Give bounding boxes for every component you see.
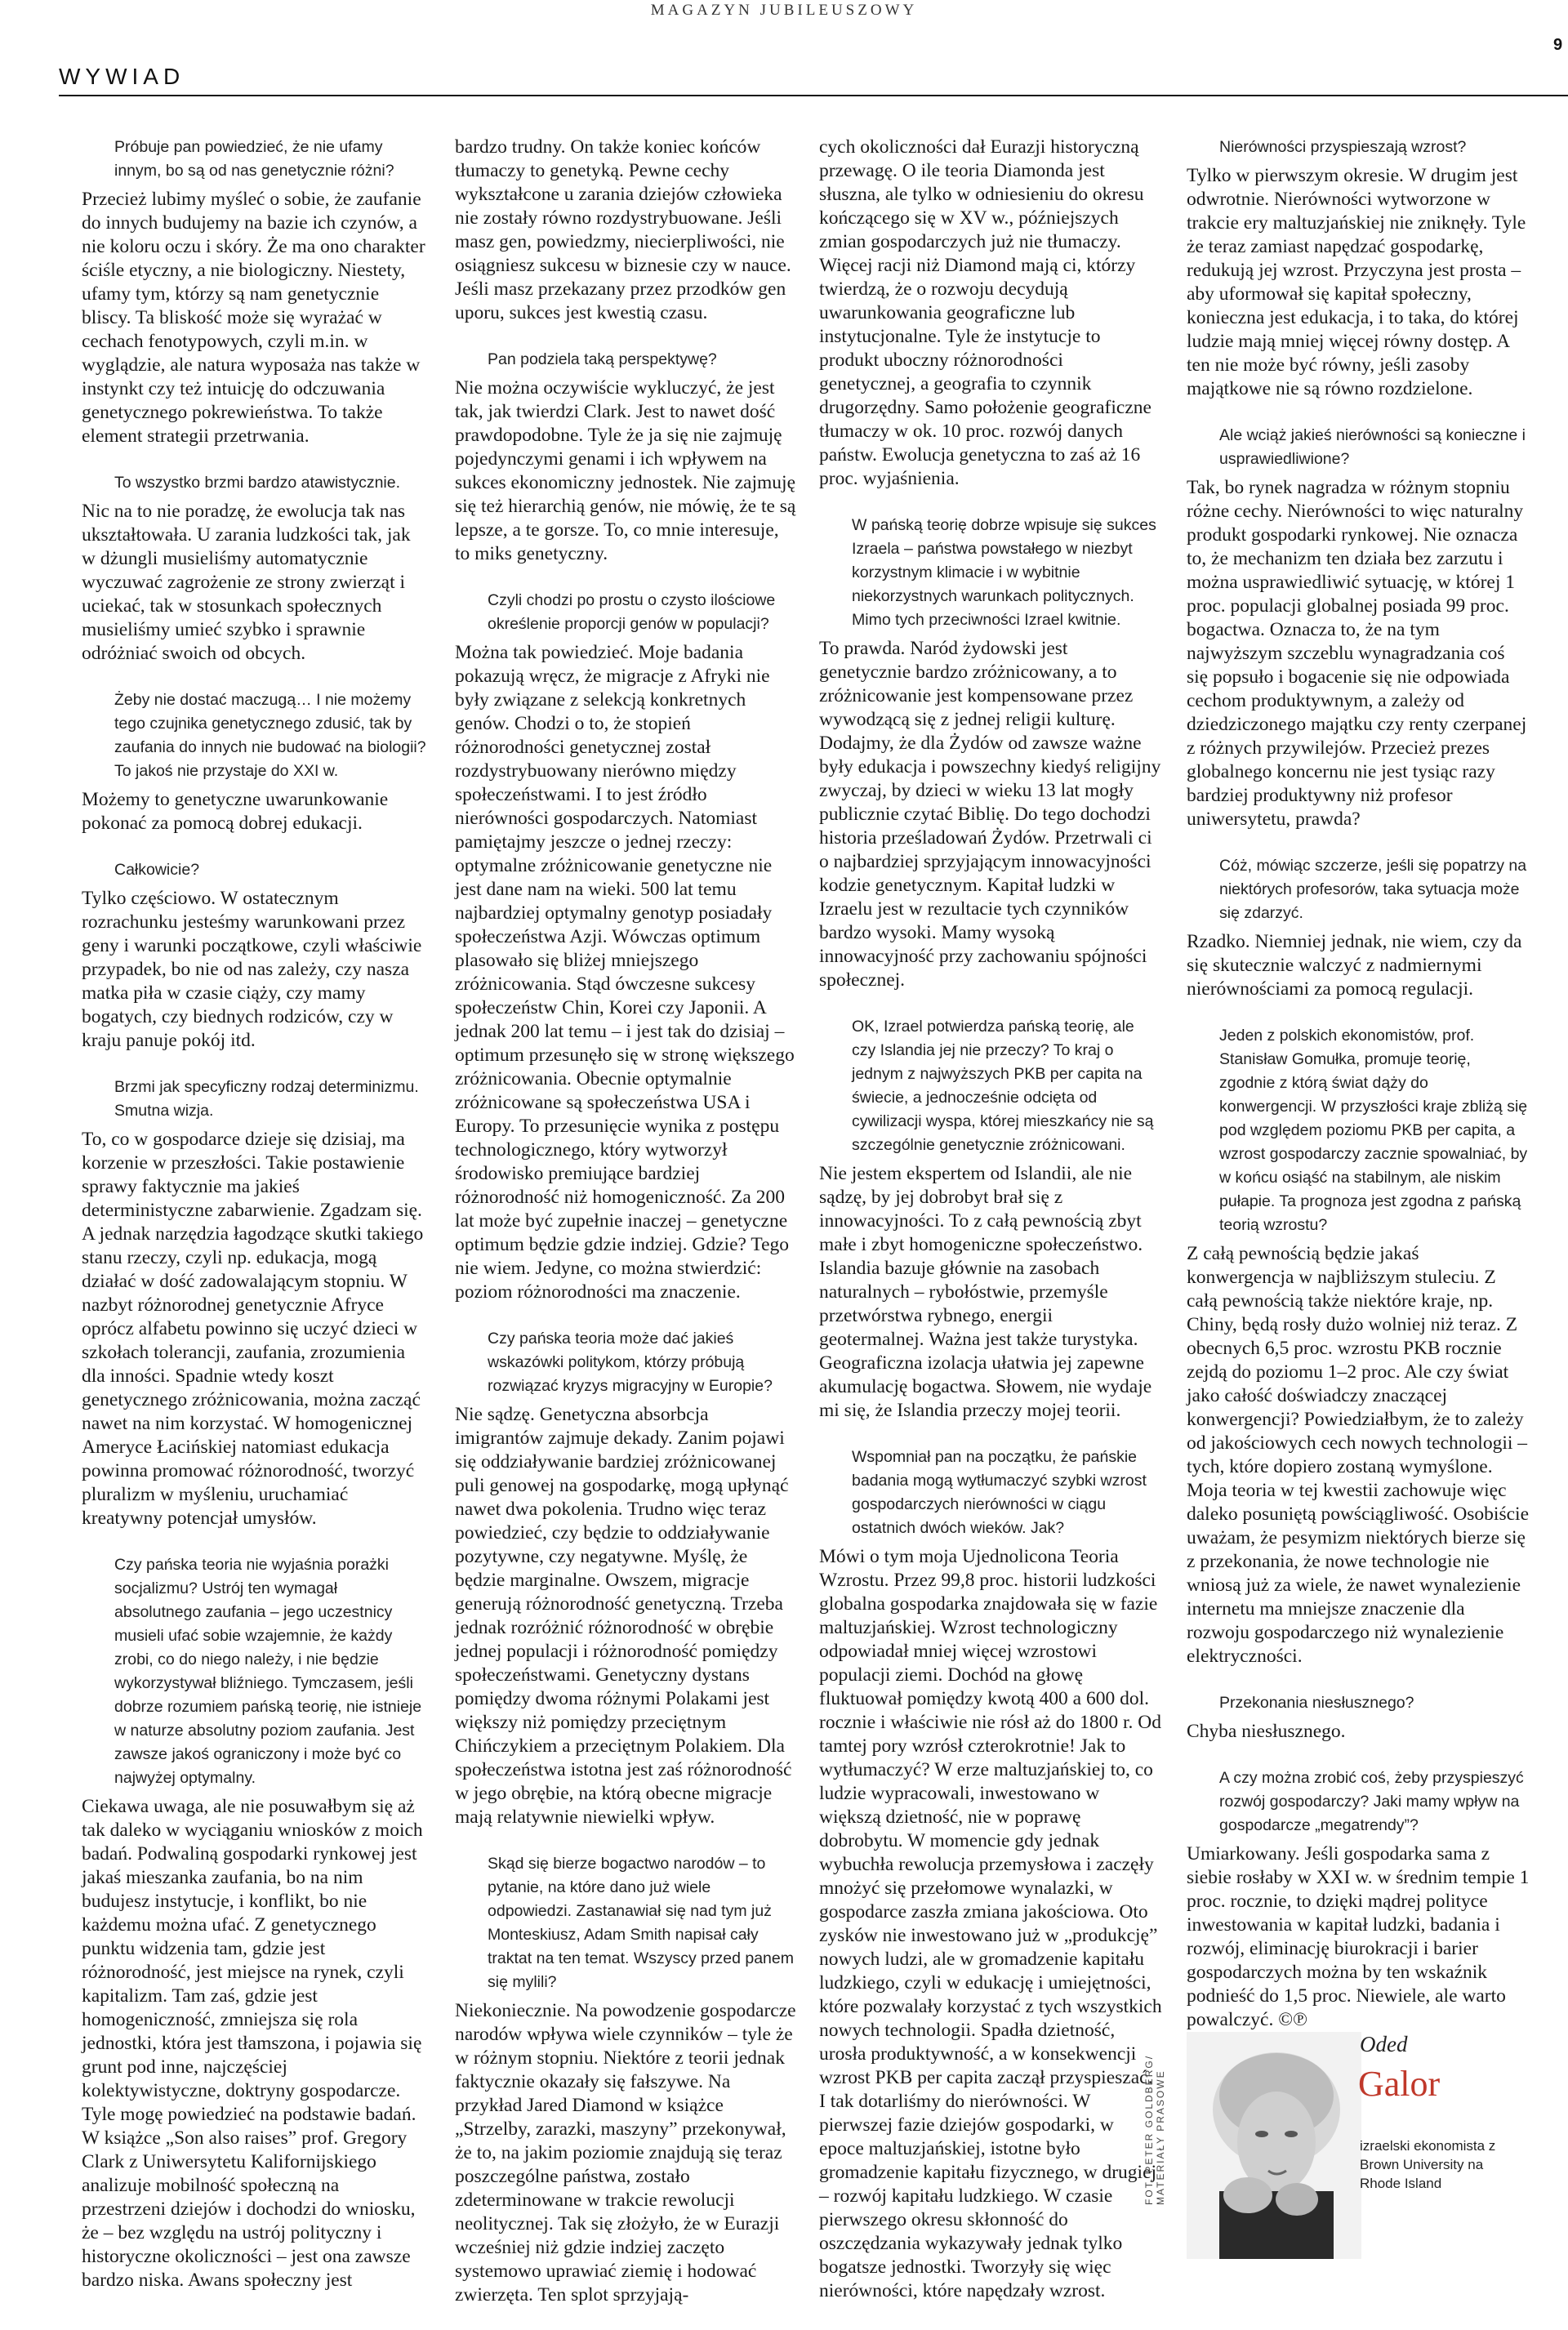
interview-question: Próbuje pan powiedzieć, że nie ufamy innym, bo są od nas genetycznie różni? [114, 138, 394, 180]
interview-answer: To prawda. Naród żydowski jest genetycznie bardzo zróżnicowany, a to zróżnicowanie jest kompensowane przez wywodzącą się z jednej religii kulturę. Dodajmy, że dla Żydów od zawsze ważne były edukacja i powszechny kiedyś religijny zwyczaj, by dzieci w wieku 13 lat mogły publicznie czytać Biblię. Do tego dochodzi historia prześladowań Żydów. Przetrwali ci o najbardziej sprzyjającym innowacyjności kodzie genetycznym. Kapitał ludzki w Izraelu jest w rezultacie tych czynników bardzo wysoki. Mamy wysoką innowacyjność przy zachowaniu spójności społecznej. [819, 638, 1161, 991]
interview-question: Nierówności przyspieszają wzrost? [1219, 138, 1467, 156]
interview-question: Całkowicie? [114, 861, 200, 879]
interview-question: Ale wciąż jakieś nierówności są konieczne i usprawiedliwione? [1219, 426, 1526, 468]
photo-credit: FOT. PETER GOLDBERG/ MATERIAŁY PRASOWE [1143, 2054, 1166, 2205]
interview-question: Pan podziela taką perspektywę? [488, 350, 717, 368]
interview-answer: Przecież lubimy myśleć o sobie, że zaufanie do innych budujemy na bazie ich czynów, a nie koloru oczu i skóry. Że ma ono charakter ściśle etyczny, a nie biologiczny. Niestety, ufamy tym, którzy są nam genetycznie bliscy. Ta bliskość może się wyrażać w cechach fenotypowych, czyli m.in. w wyglądzie, ale natura wyposaża nas także w instynkt czy też intuicję do odczuwania genetycznego pokrewieństwa. To także element strategii przetrwania. [82, 189, 425, 447]
interview-question: Jeden z polskich ekonomistów, prof. Stanisław Gomułka, promuje teorię, zgodnie z którą świat dąży do konwergencji. W przyszłości kraje zbliżą się pod względem poziomu PKB per capita, a wzrost gospodarczy zacznie spowalniać, by w końcu osiąść na stabilnym, ale niskim pułapie. Ta prognoza jest zgodna z pańską teorią wzrostu? [1219, 1027, 1528, 1234]
masthead: MAGAZYN JUBILEUSZOWY [650, 2, 918, 19]
interview-answer: Tylko w pierwszym okresie. W drugim jest odwrotnie. Nierówności wytworzone w trakcie ery maltuzjańskiej nie zniknęły. Tyle że teraz zamiast napędzać gospodarkę, redukują jej wzrost. Przyczyna jest prosta – aby uformował się kapitał społeczny, konieczna jest edukacja, i to taka, do której ludzie mają mniej więcej równy dostęp. A ten nie może być równy, jeśli zasoby majątkowe nie są równo rozdzielone. [1187, 165, 1526, 399]
interview-question: Wspomniał pan na początku, że pańskie badania mogą wytłumaczyć szybki wzrost gospodarczych nierówności w ciągu ostatnich dwóch wieków. Jak? [852, 1448, 1147, 1537]
column-4 [1187, 136, 1530, 2055]
interview-question: Czyli chodzi po prostu o czysto ilościowe określenie proporcji genów w populacji? [488, 591, 776, 633]
interview-answer: Z całą pewnością będzie jakaś konwergencja w najbliższym stuleciu. Z całą pewnością także niektóre kraje, np. Chiny, będą rosły dużo wolniej niż teraz. Z obecnych 6,5 proc. wzrostu PKB rocznie zejdą do poziomu 1–2 proc. Ale czy świat jako całość doświadczy znaczącej konwergencji? Powiedziałbym, że to zależy od jakościowych cech nowych technologii – tych, które dopiero zostaną wymyślone. Moja teoria w tej kwestii zachowuje więc daleko posuniętą powściągliwość. Osobiście uważam, że pesymizm niektórych bierze się z przekonania, że nowe technologie nie wniosą już za wiele, że nawet wynalezienie internetu ma mniejsze znaczenie dla rozwoju gospodarczego niż wynalezienie elektryczności. [1187, 1243, 1529, 1667]
interview-question: To wszystko brzmi bardzo atawistycznie. [114, 474, 401, 492]
header-rule [59, 95, 1568, 96]
column-1 [82, 136, 426, 2315]
interview-answer: Nic na to nie poradzę, że ewolucja tak nas ukształtowała. U zarania ludzkości tak, jak w dżungli musieliśmy automatycznie wyczuwać zagrożenie ze strony zwierząt i uciekać, tak w stosunkach społecznych musieliśmy umieć szybko i sprawnie odróżniać swoich od obcych. [82, 501, 411, 664]
interview-answer: cych okoliczności dał Eurazji historyczną przewagę. O ile teoria Diamonda jest słuszna, ale tylko w odniesieniu do okresu kończącego się w XV w., późniejszych zmian gospodarczych już nie tłumaczy. Więcej racji niż Diamond mają ci, którzy twierdzą, że o rozwoju decydują uwarunkowania geograficzne lub instytucjonalne. Tyle że instytucje to produkt uboczny różnorodności genetycznej, a geografia to czynnik drugorzędny. Samo położenie geograficzne tłumaczy w ok. 10 proc. rozwój danych państw. Ewolucja genetyczna to zaś aż 16 proc. wyjaśnienia. [819, 136, 1152, 489]
interview-answer: To, co w gospodarce dzieje się dzisiaj, ma korzenie w przeszłości. Takie postawienie sprawy faktycznie ma jakieś deterministyczne zabarwienie. Zgadzam się. A jednak narzędzia łagodzące skutki takiego stanu rzeczy, czyli np. edukacja, mogą działać w dość zadowalającym stopniu. W nazbyt różnorodnej genetycznie Afryce oprócz alfabetu powinno się uczyć dzieci w szkołach tolerancji, zaufania, zrozumienia dla inności. Spadnie wtedy koszt genetycznego zróżnicowania, można zacząć nawet na nim korzystać. W homogenicznej Ameryce Łacińskiej natomiast edukacja powinna promować różnorodność, tworzyć pluralizm w myśleniu, uruchamiać kreatywny potencjał umysłów. [82, 1129, 424, 1529]
interview-answer: Chyba niesłusznego. [1187, 1721, 1346, 1742]
interview-question: Czy pańska teoria może dać jakieś wskazówki politykom, którzy próbują rozwiązać kryzys migracyjny w Europie? [488, 1330, 773, 1395]
column-2 [455, 136, 798, 2330]
interview-question: Żeby nie dostać maczugą… I nie możemy tego czujnika genetycznego zdusić, tak by zaufania do innych nie budować na biologii? To jakoś nie przystaje do XXI w. [114, 691, 426, 780]
interview-answer: Rzadko. Niemniej jednak, nie wiem, czy da się skutecznie walczyć z nadmiernymi nierównościami za pomocą regulacji. [1187, 931, 1522, 1000]
portrait-photo [1187, 2032, 1361, 2259]
interview-question: A czy można zrobić coś, żeby przyspieszyć rozwój gospodarczy? Jaki mamy wpływ na gospodarcze „megatrendy”? [1219, 1769, 1524, 1834]
interview-question: Skąd się bierze bogactwo narodów – to pytanie, na które dano już wiele odpowiedzi. Zastanawiał się nad tym już Monteskiusz, Adam Smith napisał cały traktat na ten temat. Wszyscy przed panem się mylili? [488, 1855, 794, 1991]
profile-bio: izraelski ekonomista z Brown University na Rhode Island [1360, 2138, 1496, 2191]
interview-answer: Nie jestem ekspertem od Islandii, ale nie sądzę, by jej dobrobyt brał się z innowacyjności. To z całą pewnością zbyt małe i zbyt homogeniczne społeczeństwo. Islandia bazuje głównie na zasobach naturalnych – rybołóstwie, przemyśle przetwórstwa rybnego, energii geotermalnej. Ważna jest także turystyka. Geograficzna izolacja ułatwia jej zapewne akumulację bogactwa. Słowem, nie wydaje mi się, że Islandia przeczy mojej teorii. [819, 1163, 1152, 1421]
interview-answer: Można tak powiedzieć. Moje badania pokazują wręcz, że migracje z Afryki nie były związane z selekcją konkretnych genów. Chodzi o to, że stopień różnorodności genetycznej został rozdystrybuowany nierówno między społeczeństwami. I to jest źródło nierówności gospodarczych. Natomiast pamiętajmy jeszcze o jednej rzeczy: optymalne zróżnicowanie genetyczne nie jest dane nam na wieki. 500 lat temu najbardziej optymalny genotyp posiadały społeczeństwa Azji. Wówczas optimum plasowało się bliżej mniejszego zróżnicowania. Stąd ówczesne sukcesy społeczeństw Chin, Korei czy Japonii. A jednak 200 lat temu – i jest tak do dzisiaj – optimum przesunęło się w stronę większego zróżnicowania. Obecnie optymalnie zróżnicowane są społeczeństwa USA i Europy. To przesunięcie wynika z postępu technologicznego, który wytworzył środowisko premiujące bardziej różnorodność niż homogeniczność. Za 200 lat może być zupełnie inaczej – genetyczne optimum będzie gdzie indziej. Gdzie? Tego nie wiem. Jedyne, co można stwierdzić: poziom różnorodności ma znaczenie. [455, 642, 795, 1303]
profile-last-name: Galor [1358, 2064, 1441, 2104]
interview-question: Brzmi jak specyficzny rodzaj determinizmu. Smutna wizja. [114, 1078, 419, 1120]
interview-answer: Niekoniecznie. Na powodzenie gospodarcze narodów wpływa wiele czynników – tyle że w różnym stopniu. Niektóre z teorii jednak faktycznie okazały się fałszywe. Na przykład Jared Diamond w książce „Strzelby, zarazki, maszyny” przekonywał, że to, na jakim poziomie znajdują się teraz poszczególne państwa, zostało zdeterminowane w trakcie rewolucji neolitycznej. Tak się złożyło, że w Eurazji wcześniej niż gdzie indziej zaczęto systemowo uprawiać ziemię i hodować zwierzęta. Ten splot sprzyjają- [455, 2000, 796, 2305]
interview-question: Cóż, mówiąc szczerze, jeśli się popatrzy na niektórych profesorów, taka sytuacja może się zdarzyć. [1219, 857, 1527, 922]
interview-question: OK, Izrael potwierdza pańską teorię, ale czy Islandia jej nie przeczy? To kraj o jednym z najwyższych PKB per capita na świecie, a jednocześnie odcięta od cywilizacji wyspa, której mieszkańcy nie są szczególnie genetycznie zróżnicowani. [852, 1018, 1154, 1154]
interview-question: Czy pańska teoria nie wyjaśnia porażki socjalizmu? Ustrój ten wymagał absolutnego zaufania – jego uczestnicy musieli ufać sobie wzajemnie, że każdy zrobi, co do niego należy, i nie będzie wykorzystywał bliźniego. Tymczasem, jeśli dobrze rozumiem pańską teorię, nie istnieje w naturze absolutny poziom zaufania. Jest zawsze jakoś ograniczony i może być co najwyżej optymalny. [114, 1556, 422, 1787]
interview-answer: Nie można oczywiście wykluczyć, że jest tak, jak twierdzi Clark. Jest to nawet dość prawdopodobne. Tyle że ja się nie zajmuję pojedynczymi genami i ich wpływem na sukces ekonomiczny jednostek. Nie zajmuję się też hierarchią genów, nie mówię, że te są lepsze, a te gorsze. To, co mnie interesuje, to miks genetyczny. [455, 377, 796, 564]
interview-question: Przekonania niesłusznego? [1219, 1694, 1414, 1712]
interview-question: W pańską teorię dobrze wpisuje się sukces Izraela – państwa powstałego w niezbyt korzystnym klimacie i w wybitnie niekorzystnych warunkach politycznych. Mimo tych przeciwności Izrael kwitnie. [852, 516, 1156, 629]
interview-answer: Nie sądzę. Genetyczna absorbcja imigrantów zajmuje dekady. Zanim pojawi się oddziaływanie bardziej zróżnicowanej puli genowej na gospodarkę, mogą upłynąć nawet dwa pokolenia. Trudno więc teraz powiedzieć, czy będzie to oddziaływanie pozytywne, czy negatywne. Myślę, że będzie marginalne. Owszem, migracje generują różnorodność genetyczną. Trzeba jednak rozróżnić różnorodność w obrębie jednej populacji i różnorodność pomiędzy społeczeństwami. Genetyczny dystans pomiędzy dwoma różnymi Polakami jest większy niż pomiędzy przeciętnym Chińczykiem a przeciętnym Polakiem. Dla społeczeństwa istotna jest zaś różnorodność w jego obrębie, na którą obecne migracje mają relatywnie niewielki wpływ. [455, 1404, 792, 1828]
interview-answer: Tylko częściowo. W ostatecznym rozrachunku jesteśmy warunkowani przez geny i warunki początkowe, czyli właściwie przypadek, bo nie od nas zależy, czy nasza matka piła w czasie ciąży, czy mamy bogatych, czy biednych rodziców, czy w kraju panuje pokój itd. [82, 888, 422, 1051]
column-3 [819, 136, 1166, 2326]
interview-answer: Umiarkowany. Jeśli gospodarka sama z siebie rosłaby w XXI w. w średnim tempie 1 proc. rocznie, to dzięki mądrej polityce inwestowania w kapitał ludzki, badania i rozwój, eliminację biurokracji i barier gospodarczych można by ten wskaźnik podnieść do 1,5 proc. Niewiele, ale warto powalczyć. ©℗ [1187, 1843, 1530, 2030]
interview-answer: Tak, bo rynek nagradza w różnym stopniu różne cechy. Nierówności to więc naturalny produkt gospodarki rynkowej. Nie oznacza to, że mechanizm ten działa bez zarzutu i można usprawiedliwić sytuację, w której 1 proc. populacji globalnej posiada 99 proc. bogactwa. Oznacza to, że na tym najwyższym szczeblu wynagradzania coś się popsuło i bogacenie się nie odpowiada cechom produktywnym, a zależy od dziedziczonego majątku czy renty czerpanej z różnych przywilejów. Przecież prezes globalnego koncernu nie jest tysiąc razy bardziej produktywny niż profesor uniwersytetu, prawda? [1187, 477, 1527, 830]
profile-first-name: Oded [1360, 2032, 1408, 2056]
interview-answer: Możemy to genetyczne uwarunkowanie pokonać za pomocą dobrej edukacji. [82, 789, 389, 834]
section-title: WYWIAD [59, 64, 185, 89]
page-number: 9 [1553, 36, 1563, 54]
interview-answer: bardzo trudny. On także koniec końców tłumaczy to genetyką. Pewne cechy wykształcone u zarania dziejów człowieka nie zostały równo rozdystrybuowane. Jeśli masz gen, powiedzmy, niecierpliwości, nie osiągniesz sukcesu w biznesie czy w nauce. Jeśli masz przekazany przez przodków gen uporu, sukces jest kwestią czasu. [455, 136, 791, 323]
interview-answer: Mówi o tym moja Ujednolicona Teoria Wzrostu. Przez 99,8 proc. historii ludzkości globalna gospodarka znajdowała się w fazie maltuzjańskiej. Wzrost technologiczny odpowiadał mniej więcej wzrostowi populacji ziemi. Dochód na głowę fluktuował pomiędzy kwotą 400 a 600 dol. rocznie i właściwie nie rósł aż do 1800 r. Od tamtej pory wzrósł czterokrotnie! Jak to wytłumaczyć? W erze maltuzjańskiej to, co ludzie wypracowali, inwestowano w większą dzietność, nie w poprawę dobrobytu. W momencie gdy jednak wybuchła rewolucja przemysłowa i zaczęły mnożyć się przełomowe wynalazki, w gospodarce zaszła zmiana jakościowa. Oto zysków nie inwestowano już w „produkcję” nowych ludzi, ale w gromadzenie kapitału ludzkiego, czyli w edukację i umiejętności, które pozwalały korzystać z tych wszystkich nowych technologii. Spadła dzietność, urosła produktywność, a w konsekwencji wzrost PKB per capita zaczął przyspieszać. I tak dotarliśmy do nierówności. W pierwszej fazie dziejów gospodarki, w epoce maltuzjańskiej, istotne było gromadzenie kapitału fizycznego, w drugiej – rozwój kapitału ludzkiego. W czasie pierwszego okresu skłonność do oszczędzania wykazywały jednak tylko bogatsze jednostki. Tworzyły się więc nierówności, które napędzały wzrost. [819, 1546, 1162, 2301]
interview-answer: Ciekawa uwaga, ale nie posuwałbym się aż tak daleko w wyciąganiu wniosków z moich badań. Podwaliną gospodarki rynkowej jest jakaś mieszanka zaufania, bo na nim budujesz instytucje, i konflikt, bo nie każdemu można ufać. Z genetycznego punktu widzenia tam, gdzie jest różnorodność, jest miejsce na rynek, czyli kapitalizm. Tam zaś, gdzie jest homogeniczność, zmniejsza się rola jednostki, która jest tłamszona, i pojawia się grunt pod inne, najczęściej kolektywistyczne, doktryny gospodarcze. Tyle mogę powiedzieć na podstawie badań. W książce „Son also raises” prof. Gregory Clark z Uniwersytetu Kalifornijskiego analizuje mobilność społeczną na przestrzeni dziejów i dochodzi do wniosku, że – bez względu na ustrój polityczny i historyczne okoliczności – jest ona zawsze bardzo niska. Awans społeczny jest [82, 1796, 423, 2291]
